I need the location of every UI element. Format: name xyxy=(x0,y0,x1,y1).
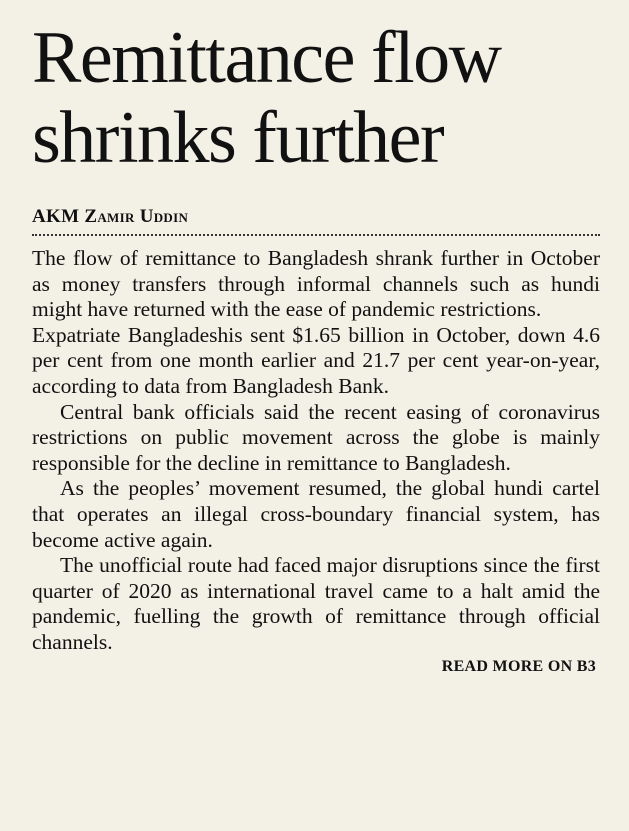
byline: AKM Zamir Uddin xyxy=(32,206,189,227)
paragraph: Central bank officials said the recent easing of coronavirus restrictions on public movement across the globe is mainly responsible for the decline in remittance to Bangladesh. xyxy=(32,399,600,475)
article-body xyxy=(32,246,600,656)
paragraph: Expatriate Bangladeshis sent $1.65 billion in October, down 4.6 per cent from one month earlier and 21.7 per cent year-on-year, according to data from Bangladesh Bank. xyxy=(32,322,600,398)
read-more-link[interactable]: READ MORE ON B3 xyxy=(441,657,596,675)
paragraph: The flow of remittance to Bangladesh shrank further in October as money transfers through informal channels such as hundi might have returned with the ease of pandemic restrictions. xyxy=(32,246,600,322)
dotted-divider xyxy=(32,234,600,236)
paragraph: As the peoples’ movement resumed, the global hundi cartel that operates an illegal cross-boundary financial system, has become active again. xyxy=(32,476,600,552)
headline: Remittance flow shrinks further xyxy=(32,17,501,179)
paragraph: The unofficial route had faced major disruptions since the first quarter of 2020 as international travel came to a halt amid the pandemic, fuelling the growth of remittance through official channels. xyxy=(32,553,600,654)
